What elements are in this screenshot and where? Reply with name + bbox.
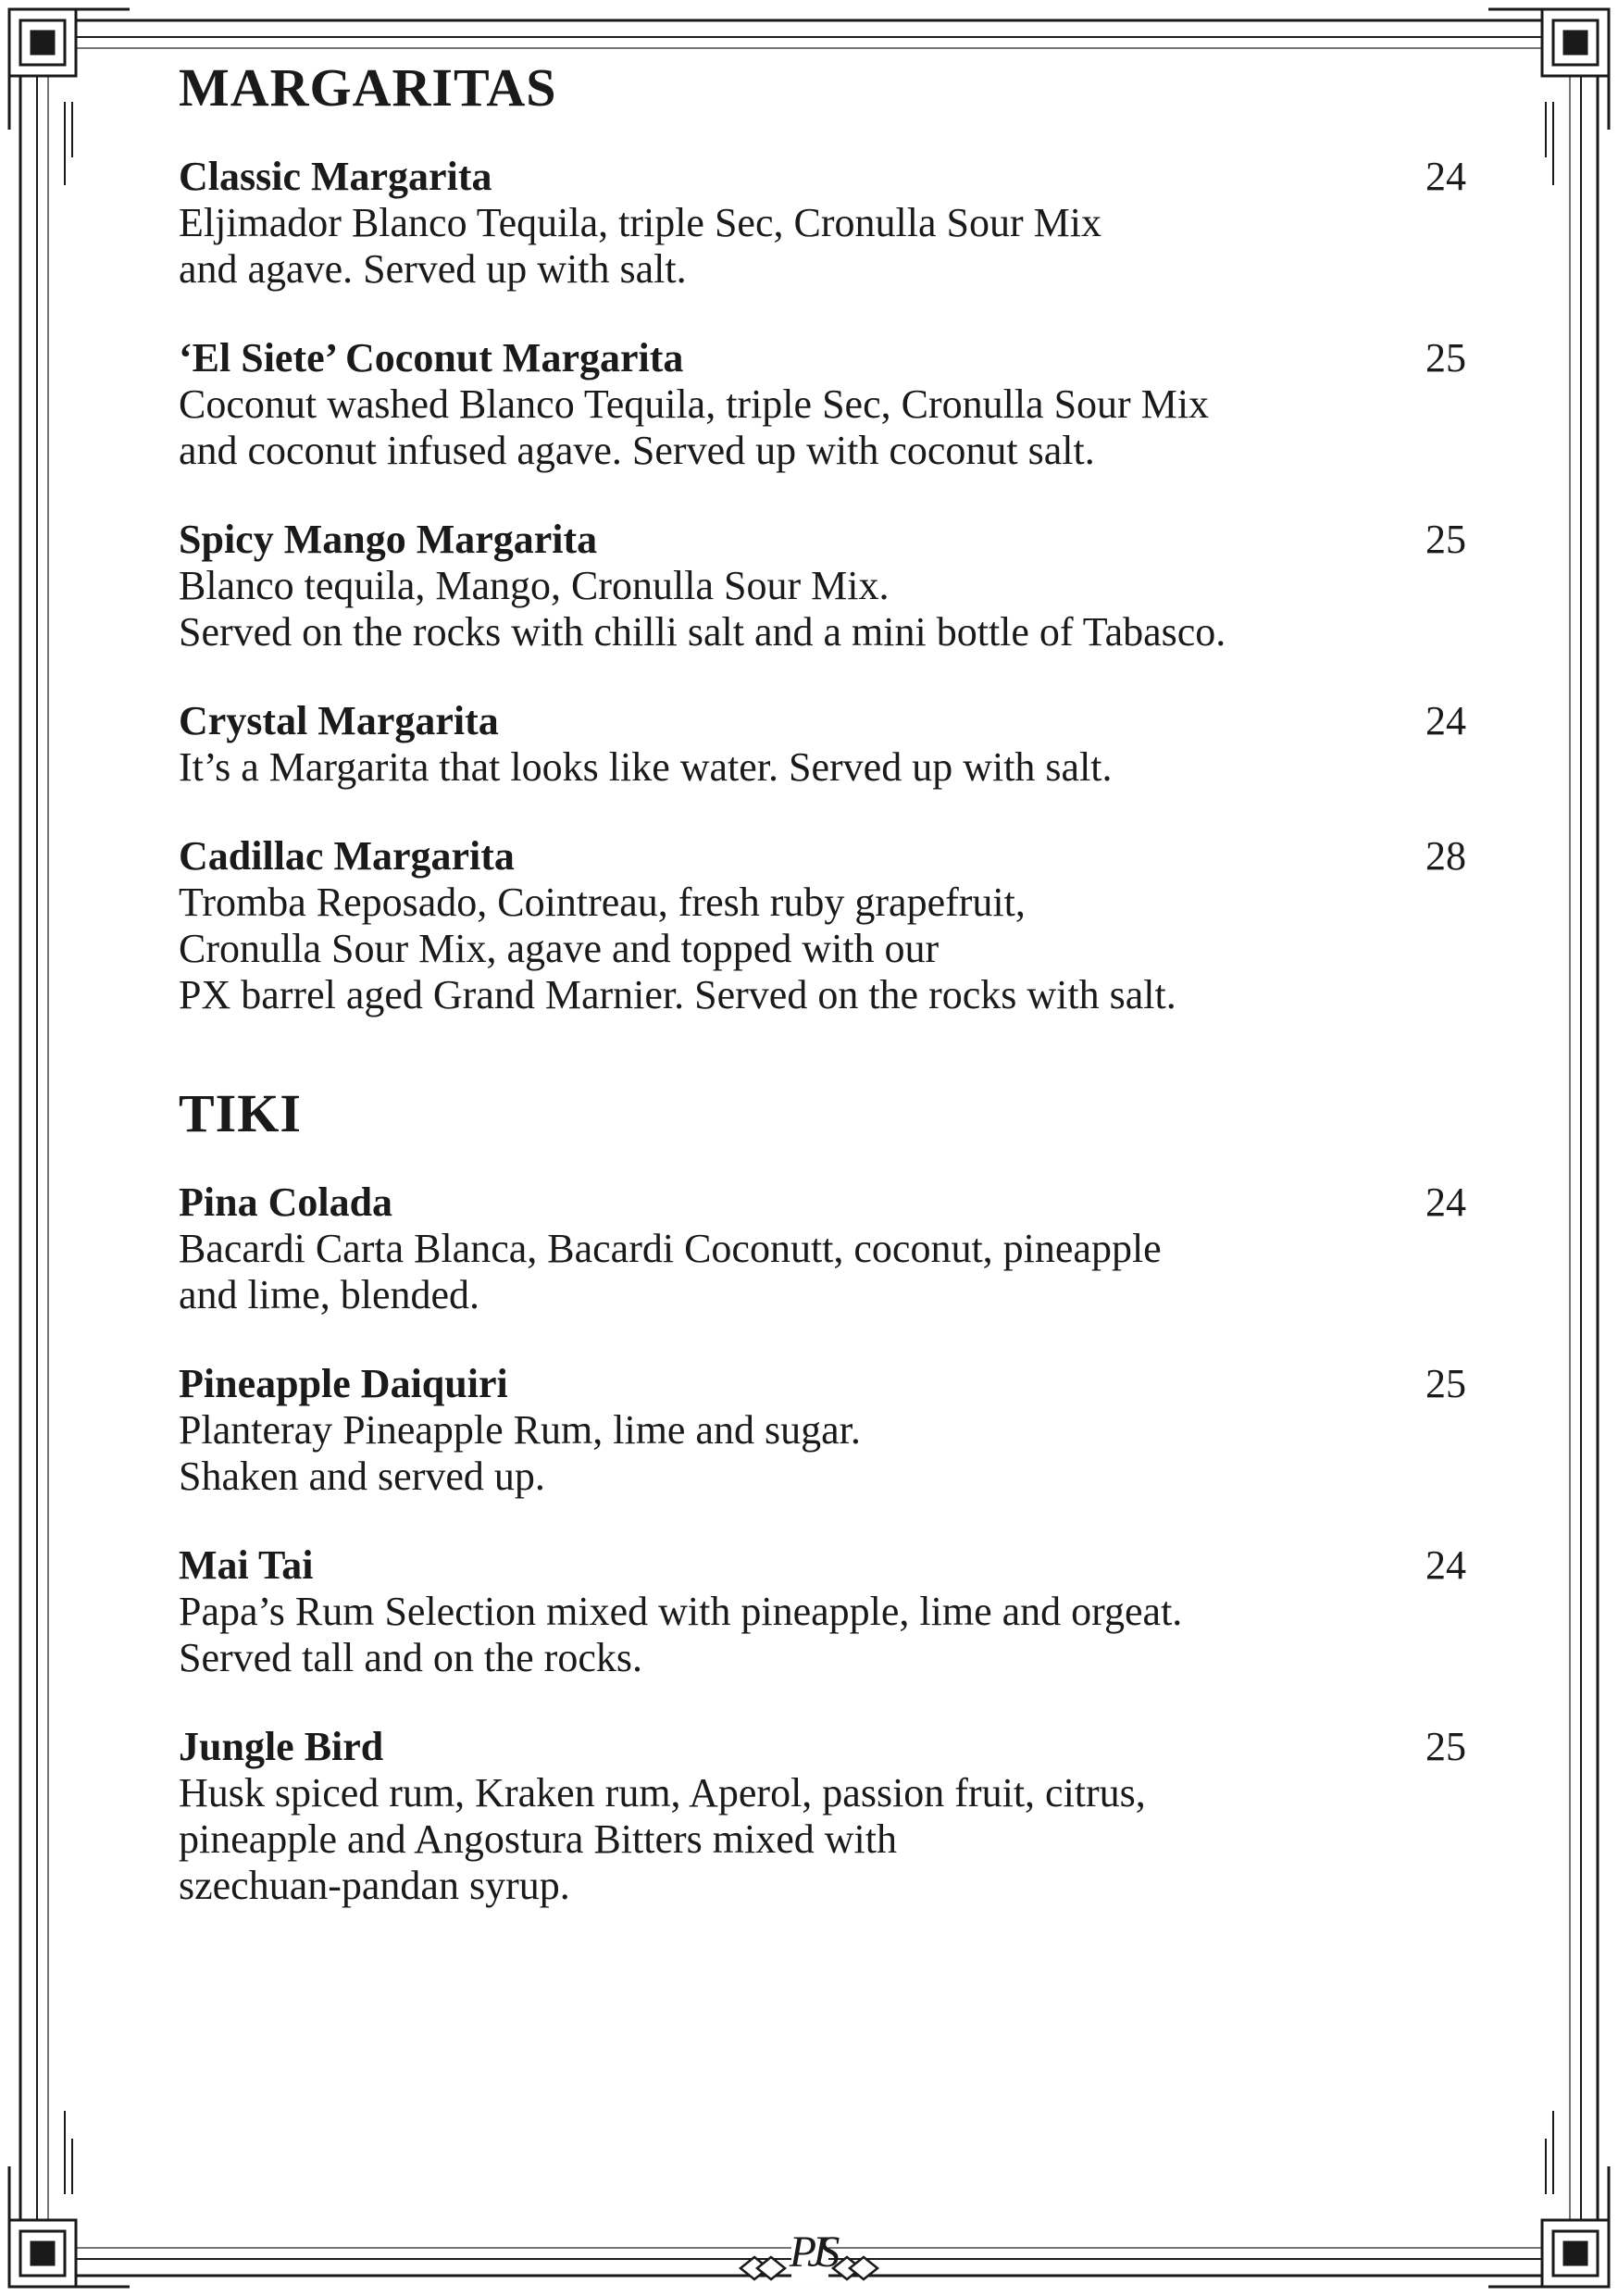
item-description-line: szechuan-pandan syrup. <box>179 1863 570 1908</box>
item-price: 24 <box>1425 1542 1466 1588</box>
section-title: TIKI <box>179 1083 302 1143</box>
item-description-line: Cronulla Sour Mix, agave and topped with our <box>179 926 940 971</box>
item-description-line: Eljimador Blanco Tequila, triple Sec, Cronulla Sour Mix <box>179 200 1101 245</box>
monogram-logo <box>731 2208 889 2296</box>
item-description-line: Served tall and on the rocks. <box>179 1635 642 1680</box>
item-description-line: Planteray Pineapple Rum, lime and sugar. <box>179 1407 861 1453</box>
corner-ornament-top-left <box>9 9 130 130</box>
section-margaritas <box>179 56 1475 1018</box>
item-description-line: Husk spiced rum, Kraken rum, Aperol, passion fruit, citrus, <box>179 1770 1146 1816</box>
item-description-line: Coconut washed Blanco Tequila, triple Sec, Cronulla Sour Mix <box>179 381 1210 427</box>
item-price: 25 <box>1425 517 1466 562</box>
menu-item <box>179 517 1475 655</box>
item-name: Spicy Mango Margarita <box>179 517 598 562</box>
corner-ornament-bottom-right <box>1488 2166 1609 2287</box>
section-tiki <box>179 1081 1475 1909</box>
item-name: Crystal Margarita <box>179 698 499 743</box>
menu-item <box>179 1542 1475 1681</box>
item-description-line: PX barrel aged Grand Marnier. Served on the rocks with salt. <box>179 972 1176 1017</box>
item-name: Mai Tai <box>179 1542 314 1588</box>
item-description-line: pineapple and Angostura Bitters mixed with <box>179 1816 897 1862</box>
item-description-line: Served on the rocks with chilli salt and a mini bottle of Tabasco. <box>179 609 1226 655</box>
item-description-line: and lime, blended. <box>179 1272 480 1317</box>
corner-ornament-bottom-left <box>9 2166 130 2287</box>
menu-item <box>179 154 1475 293</box>
menu-item <box>179 698 1475 791</box>
item-description-line: Tromba Reposado, Cointreau, fresh ruby grapefruit, <box>179 880 1026 925</box>
item-price: 28 <box>1425 833 1466 879</box>
item-name: ‘El Siete’ Coconut Margarita <box>179 335 684 381</box>
menu-item <box>179 1179 1475 1318</box>
menu-item <box>179 833 1475 1018</box>
item-price: 25 <box>1425 1361 1466 1406</box>
corner-ornament-top-right <box>1488 9 1609 130</box>
item-description-line: and coconut infused agave. Served up with coconut salt. <box>179 428 1095 473</box>
item-name: Pina Colada <box>179 1179 393 1225</box>
item-description-line: It’s a Margarita that looks like water. Served up with salt. <box>179 744 1113 790</box>
item-description-line: Shaken and served up. <box>179 1454 545 1499</box>
item-price: 25 <box>1425 335 1466 381</box>
item-description-line: and agave. Served up with salt. <box>179 246 687 292</box>
menu-item <box>179 335 1475 474</box>
menu-item <box>179 1724 1475 1909</box>
item-description-line: Papa’s Rum Selection mixed with pineapple, lime and orgeat. <box>179 1589 1183 1634</box>
item-name: Cadillac Margarita <box>179 833 515 879</box>
item-name: Jungle Bird <box>179 1724 384 1769</box>
item-name: Classic Margarita <box>179 154 492 199</box>
section-title: MARGARITAS <box>179 57 557 118</box>
item-name: Pineapple Daiquiri <box>179 1361 508 1406</box>
menu-content <box>179 56 1475 1909</box>
item-description-line: Bacardi Carta Blanca, Bacardi Coconutt, coconut, pineapple <box>179 1226 1162 1271</box>
item-price: 24 <box>1425 1179 1466 1225</box>
item-price: 25 <box>1425 1724 1466 1769</box>
item-description-line: Blanco tequila, Mango, Cronulla Sour Mix. <box>179 563 890 608</box>
item-price: 24 <box>1425 698 1466 743</box>
item-price: 24 <box>1425 154 1466 199</box>
menu-item <box>179 1361 1475 1500</box>
monogram-text: PJS <box>789 2227 831 2277</box>
